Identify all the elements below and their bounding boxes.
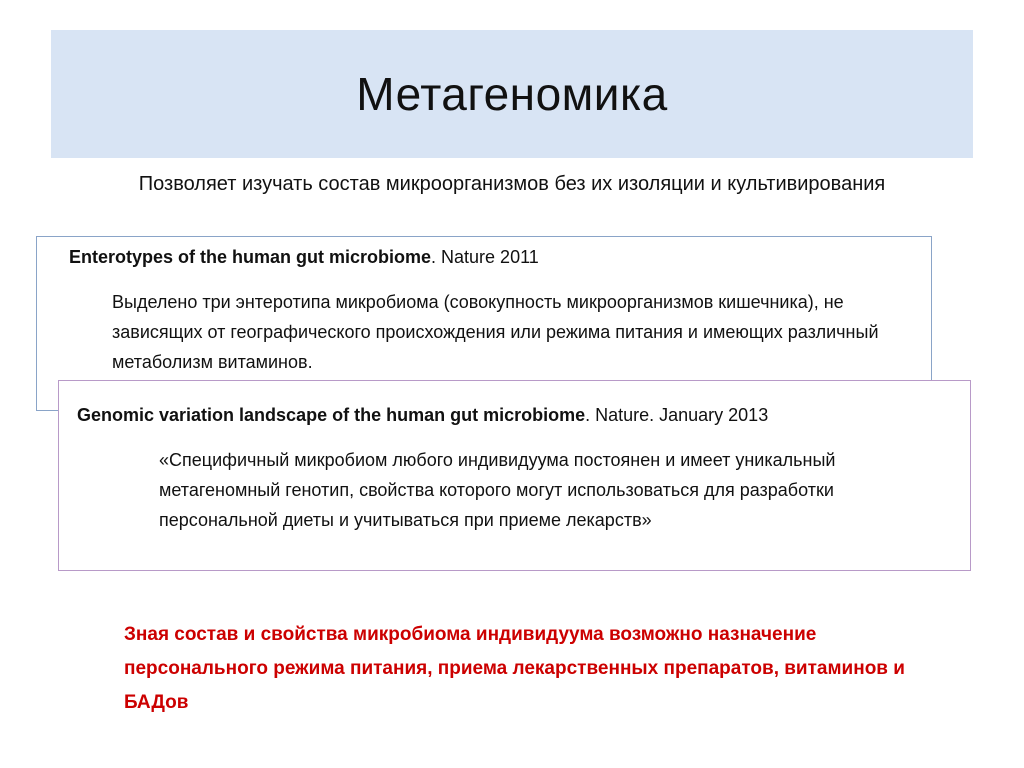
conclusion-text: Зная состав и свойства микробиома индивидуума возможно назначение персонального режима питания, приема лекарственных препаратов, витаминов и БАДов xyxy=(124,624,905,713)
reference-citation xyxy=(77,405,768,426)
reference-source: . Nature 2011 xyxy=(431,247,539,267)
reference-source: . Nature. January 2013 xyxy=(585,405,769,425)
reference-citation xyxy=(69,247,539,268)
slide-title: Метагеномика xyxy=(356,68,668,120)
reference-summary: Выделено три энтеротипа микробиома (совокупность микроорганизмов кишечника), не зависящих от географического происхождения или режима питания и имеющих различный метаболизм витаминов. xyxy=(112,292,879,372)
reference-title: Genomic variation landscape of the human gut microbiome xyxy=(77,405,586,425)
slide-subtitle: Позволяет изучать состав микроорганизмов без их изоляции и культивирования xyxy=(138,173,886,195)
reference-title: Enterotypes of the human gut microbiome xyxy=(69,247,432,267)
reference-quote: «Специфичный микробиом любого индивидуума постоянен и имеет уникальный метагеномный генотип, свойства которого могут использоваться для разработки персональной диеты и учитываться при приеме лекарств» xyxy=(159,450,836,530)
title-band xyxy=(51,30,973,158)
reference-box-genomic-variation xyxy=(58,380,971,571)
